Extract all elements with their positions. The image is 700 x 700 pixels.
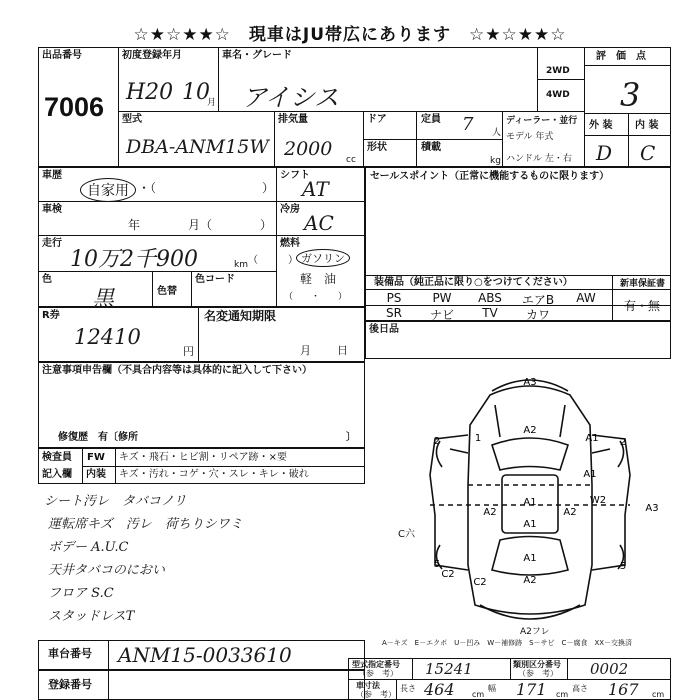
drive-4wd: 4WD <box>546 90 570 100</box>
mileage-unit: km <box>234 260 248 270</box>
grade-int-label: 内 装 <box>635 120 659 131</box>
handwritten-note-2: ボデー A.U.C <box>48 540 129 555</box>
sales-point-label: セールスポイント（正常に機能するものに限ります） <box>370 171 610 182</box>
diagram-mark-12: 5 <box>619 561 627 572</box>
recycle-value: 12410 <box>74 325 141 349</box>
shift-label: シフト <box>280 170 310 181</box>
shaken-month: 月（ <box>188 218 213 232</box>
handwritten-note-4: フロア S.C <box>48 586 114 601</box>
history-value: 自家用 <box>80 178 136 202</box>
int-items: キズ・汚れ・コゲ・穴・スレ・キレ・破れ <box>119 469 309 480</box>
diagram-mark-7: W2 <box>589 495 607 506</box>
model-code-value: DBA-ANM15W <box>126 136 269 158</box>
aircon-label: 冷房 <box>280 204 300 215</box>
shift-value: AT <box>302 177 329 201</box>
diagram-mark-11: 5 <box>433 559 441 570</box>
model-code-label: 型式 <box>122 114 142 125</box>
category-label: 類別区分番号 <box>513 660 561 669</box>
handwritten-note-1: 運転席キズ 汚レ 荷ちりシワミ <box>48 517 243 532</box>
history-label: 車歴 <box>42 170 62 181</box>
equipment-row2-item-3: カワ <box>525 308 550 322</box>
color-label: 色 <box>42 274 52 285</box>
recycle-label: R券 <box>42 310 60 321</box>
dims-length-unit: cm <box>472 690 485 699</box>
fw-items: キズ・飛石・ヒビ割・リペア跡・×要 <box>119 452 287 463</box>
grade-int: C <box>640 141 656 165</box>
chassis-label: 車台番号 <box>48 647 92 660</box>
recycle-unit: 円 <box>183 345 194 358</box>
handwritten-note-3: 天井タバコのにおい <box>48 563 165 578</box>
load-label: 積載 <box>421 142 441 153</box>
later-parts-label: 後日品 <box>369 324 399 335</box>
inspector-label-1: 検査員 <box>42 452 72 463</box>
drive-2wd: 2WD <box>546 66 570 76</box>
color-code-label: 色コード <box>195 274 235 285</box>
diagram-mark-8: A3 <box>645 503 659 514</box>
dims-label: 車寸法 <box>356 681 380 690</box>
fuel-diesel: 軽 油 <box>300 272 337 286</box>
history-paren-close: ） <box>262 181 275 195</box>
name-change-month: 月 <box>300 344 311 357</box>
model-year-label: モデル 年式 <box>506 132 554 142</box>
diagram-mark-14: A1 <box>523 553 537 564</box>
registration-label: 登録番号 <box>48 678 92 691</box>
diagram-mark-1: A2 <box>523 425 537 436</box>
notes-label: 注意事項申告欄（不具合内容等は具体的に記入して下さい） <box>42 365 312 376</box>
diagram-mark-16: 2 <box>619 437 627 448</box>
dims-height-label: 高さ <box>572 684 588 693</box>
diagram-side-note: C六 <box>398 529 415 540</box>
fuel-gas: ガソリン <box>296 249 350 267</box>
handwritten-note-0: シート汚レ タバコノリ <box>44 494 187 509</box>
displacement-value: 2000 <box>284 138 333 160</box>
aircon-value: AC <box>304 211 334 235</box>
diagram-mark-2: A1 <box>585 433 599 444</box>
dims-sub: （参 考） <box>356 690 396 699</box>
mileage-value: 10万2千900 <box>70 247 198 272</box>
load-unit: kg <box>490 156 501 166</box>
type-designation-label: 型式指定番号 <box>352 660 400 669</box>
first-reg-month: 10 <box>182 80 210 105</box>
shaken-label: 車検 <box>42 204 62 215</box>
diagram-legend: A－キズ E－エクボ U－凹み W－補修跡 S－サビ C－腐食 XX－交換済 <box>382 639 633 647</box>
equipment-row2-item-2: TV <box>482 306 498 320</box>
first-reg-era: H20 <box>126 80 174 105</box>
grade-ext: D <box>596 141 613 165</box>
lot-label: 出品番号 <box>42 50 82 61</box>
diagram-mark-17: A2 <box>483 507 497 518</box>
color-value: 黒 <box>92 287 115 312</box>
equipment-row1-item-2: ABS <box>478 291 502 305</box>
capacity-value: 7 <box>462 114 474 135</box>
warranty-value: 有・無 <box>624 299 661 313</box>
dims-height-unit: cm <box>652 690 665 699</box>
later-parts-box <box>365 321 671 359</box>
fw-label: FW <box>87 452 105 463</box>
diagram-mark-4: 1 <box>474 433 482 444</box>
diagram-mark-0: A3 <box>523 377 537 388</box>
car-damage-diagram <box>380 365 680 635</box>
shaken-year: 年 <box>128 218 141 232</box>
grade-score: 3 <box>620 76 641 114</box>
displacement-label: 排気量 <box>278 114 308 125</box>
lot-number: 7006 <box>44 92 105 122</box>
equipment-row2-item-0: SR <box>386 306 402 320</box>
inspector-label-2: 記入欄 <box>42 469 72 480</box>
equipment-label: 装備品（純正品に限り○をつけてください） <box>374 277 573 288</box>
equipment-row1-item-0: PS <box>386 291 402 305</box>
fuel-paren: （ ・ ） <box>284 292 348 302</box>
diagram-bottom-note: A2フレ <box>520 627 550 637</box>
first-reg-label: 初度登録年月 <box>122 50 182 61</box>
equipment-row1-item-3: エアB <box>521 293 555 307</box>
handwritten-note-5: スタッドレスT <box>48 609 135 624</box>
repair-history-close: 〕 <box>346 432 356 443</box>
capacity-unit: 人 <box>492 128 502 138</box>
diagram-mark-5: A1 <box>583 469 597 480</box>
dims-length-label: 長さ <box>400 684 416 693</box>
model-name-value: アイシス <box>242 83 340 112</box>
type-designation-value: 15241 <box>425 660 473 678</box>
equipment-row1-item-1: PW <box>432 291 452 305</box>
name-change-label: 名変通知期限 <box>204 309 277 323</box>
diagram-mark-9: A1 <box>523 497 537 508</box>
fuel-label: 燃料 <box>280 238 300 249</box>
first-reg-month-unit: 月 <box>207 98 217 108</box>
diagram-mark-10: A1 <box>523 519 537 530</box>
shape-label: 形状 <box>367 142 387 153</box>
handle-label: ハンドル 左・右 <box>506 154 572 164</box>
repair-history-label: 修復歴 有〔修所 <box>58 432 138 443</box>
diagram-mark-13: C2 <box>473 577 487 588</box>
chassis-value: ANM15-0033610 <box>118 643 292 667</box>
int-label: 内装 <box>86 469 106 480</box>
category-sub: （参 考） <box>518 669 558 678</box>
dims-width-unit: cm <box>556 690 569 699</box>
name-change-day: 日 <box>337 344 348 357</box>
dims-width: 171 <box>516 680 547 699</box>
grade-label: 評 価 点 <box>596 51 646 62</box>
warranty-label: 新車保証書 <box>620 279 666 289</box>
diagram-mark-3: 2 <box>433 436 441 447</box>
equipment-row1-item-4: AW <box>576 291 596 305</box>
diagram-mark-15: A2 <box>523 575 537 586</box>
equipment-row2-item-1: ナビ <box>429 308 454 322</box>
color-repaint-label: 色替 <box>157 286 177 297</box>
mileage-label: 走行 <box>42 238 62 249</box>
diagram-mark-6: C2 <box>441 569 455 580</box>
dims-width-label: 幅 <box>488 684 496 693</box>
diagram-mark-18: A2 <box>563 507 577 518</box>
type-designation-sub: （参 考） <box>358 669 398 678</box>
model-name-label: 車名・グレード <box>222 50 292 61</box>
category-value: 0002 <box>590 660 629 678</box>
grade-ext-label: 外 装 <box>589 120 613 131</box>
dealer-label: ディーラー・並行 <box>506 116 578 126</box>
capacity-label: 定員 <box>421 114 441 125</box>
mileage-paren: （ ） <box>248 255 298 266</box>
doors-label: ドア <box>367 114 387 125</box>
dims-height: 167 <box>608 680 639 699</box>
displacement-unit: cc <box>346 155 356 165</box>
history-paren-open: ・（ <box>138 181 157 195</box>
shaken-close: ） <box>260 218 273 232</box>
dims-length: 464 <box>424 680 455 699</box>
banner: ☆★☆★★☆ 現車はJU帯広にあります ☆★☆★★☆ <box>133 25 567 45</box>
